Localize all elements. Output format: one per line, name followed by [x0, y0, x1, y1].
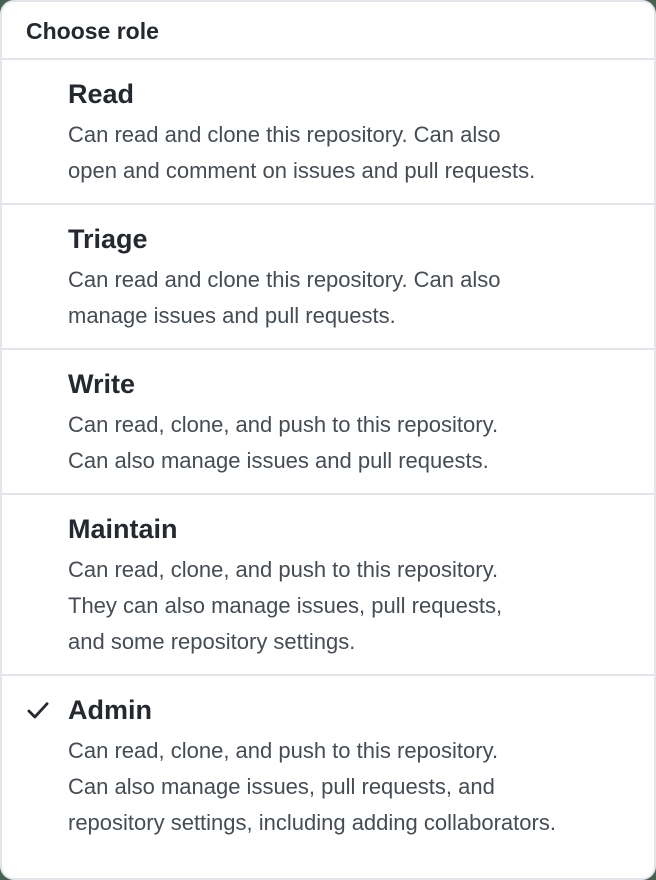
description-line: Can read and clone this repository. Can also — [68, 122, 501, 147]
role-title: Read — [68, 79, 135, 109]
check-icon — [25, 697, 51, 723]
description-line: Can read, clone, and push to this repository. — [68, 412, 499, 437]
role-title: Admin — [68, 695, 152, 725]
menu-item-write[interactable] — [2, 350, 654, 495]
menu-item-maintain[interactable] — [2, 495, 654, 676]
description-line: manage issues and pull requests. — [68, 303, 396, 328]
description-line: Can read, clone, and push to this repository. — [68, 738, 499, 763]
description-line: Can also manage issues, pull requests, and — [68, 774, 495, 799]
description-line: repository settings, including adding collaborators. — [68, 810, 556, 835]
description-line: Can read, clone, and push to this repository. — [68, 557, 499, 582]
description-line: open and comment on issues and pull requests. — [68, 158, 536, 183]
menu-title: Choose role — [26, 18, 159, 44]
menu-item-read[interactable] — [2, 60, 654, 205]
description-line: Can also manage issues and pull requests. — [68, 448, 489, 473]
description-line: They can also manage issues, pull requests, — [68, 593, 503, 618]
role-description — [68, 733, 630, 841]
role-description — [68, 552, 630, 660]
description-line: and some repository settings. — [68, 629, 356, 654]
role-description — [68, 117, 630, 189]
role-description — [68, 262, 630, 334]
menu-item-triage[interactable] — [2, 205, 654, 350]
description-line: Can read and clone this repository. Can also — [68, 267, 501, 292]
menu-item-admin[interactable] — [2, 676, 654, 855]
role-title: Maintain — [68, 514, 178, 544]
role-title: Write — [68, 369, 136, 399]
role-description — [68, 407, 630, 479]
menu-header — [2, 2, 654, 60]
role-list — [2, 60, 654, 855]
role-title: Triage — [68, 224, 148, 254]
